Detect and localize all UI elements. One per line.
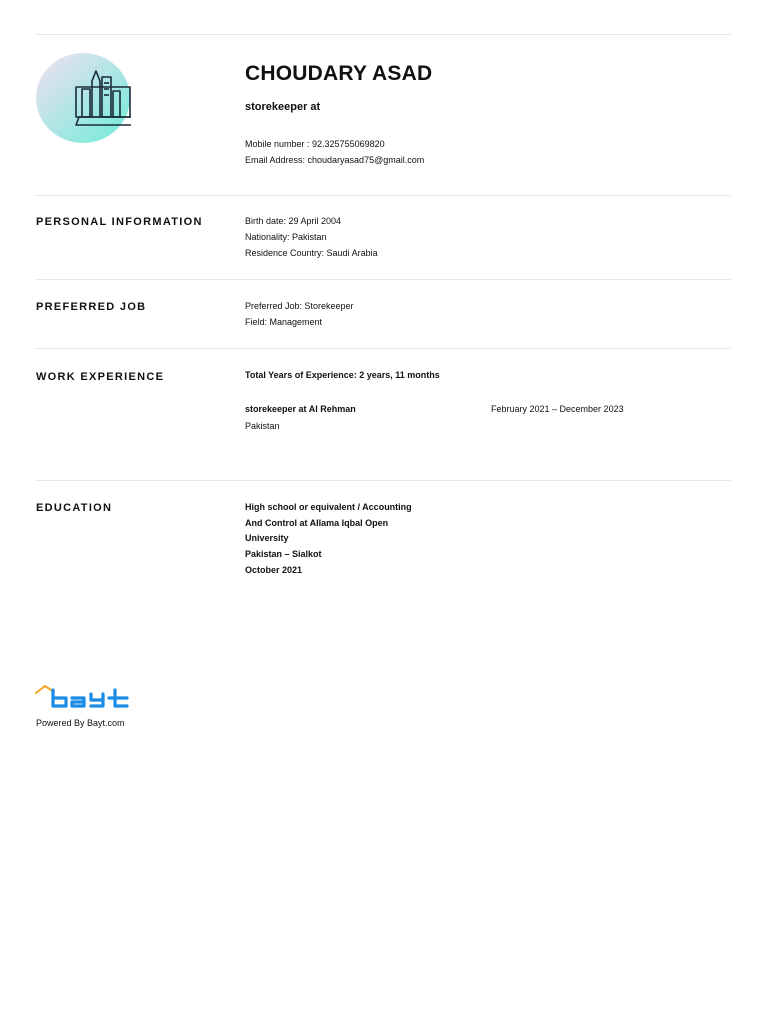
education-title: EDUCATION <box>36 502 113 514</box>
preferred-job-title: PREFERRED JOB <box>36 301 147 313</box>
experience-role: storekeeper at Al Rehman <box>245 404 356 414</box>
preferred-job: Preferred Job: Storekeeper <box>245 301 354 311</box>
experience-location: Pakistan <box>245 421 280 431</box>
experience-dates: February 2021 – December 2023 <box>491 404 624 414</box>
section-divider <box>36 195 731 196</box>
residence-country: Residence Country: Saudi Arabia <box>245 248 378 258</box>
section-divider <box>36 279 731 280</box>
job-field: Field: Management <box>245 317 323 327</box>
bayt-logo[interactable] <box>35 684 145 712</box>
top-divider <box>36 34 731 35</box>
total-experience: Total Years of Experience: 2 years, 11 months <box>245 370 440 380</box>
education-line: High school or equivalent / Accounting <box>245 502 412 512</box>
education-line: October 2021 <box>245 565 303 575</box>
work-experience-title: WORK EXPERIENCE <box>36 371 165 383</box>
mobile-number: Mobile number : 92.325755069820 <box>245 139 385 149</box>
candidate-headline: storekeeper at <box>245 101 321 113</box>
personal-information-title: PERSONAL INFORMATION <box>36 216 203 228</box>
section-divider <box>36 480 731 481</box>
powered-by-text: Powered By Bayt.com <box>36 718 125 728</box>
education-line: Pakistan – Sialkot <box>245 549 322 559</box>
education-line: University <box>245 533 289 543</box>
birth-date: Birth date: 29 April 2004 <box>245 216 342 226</box>
section-divider <box>36 348 731 349</box>
email-address: Email Address: choudaryasad75@gmail.com <box>245 155 425 165</box>
candidate-name: CHOUDARY ASAD <box>245 62 433 85</box>
nationality: Nationality: Pakistan <box>245 232 327 242</box>
education-line: And Control at Allama Iqbal Open <box>245 518 389 528</box>
city-laptop-icon <box>36 53 131 143</box>
